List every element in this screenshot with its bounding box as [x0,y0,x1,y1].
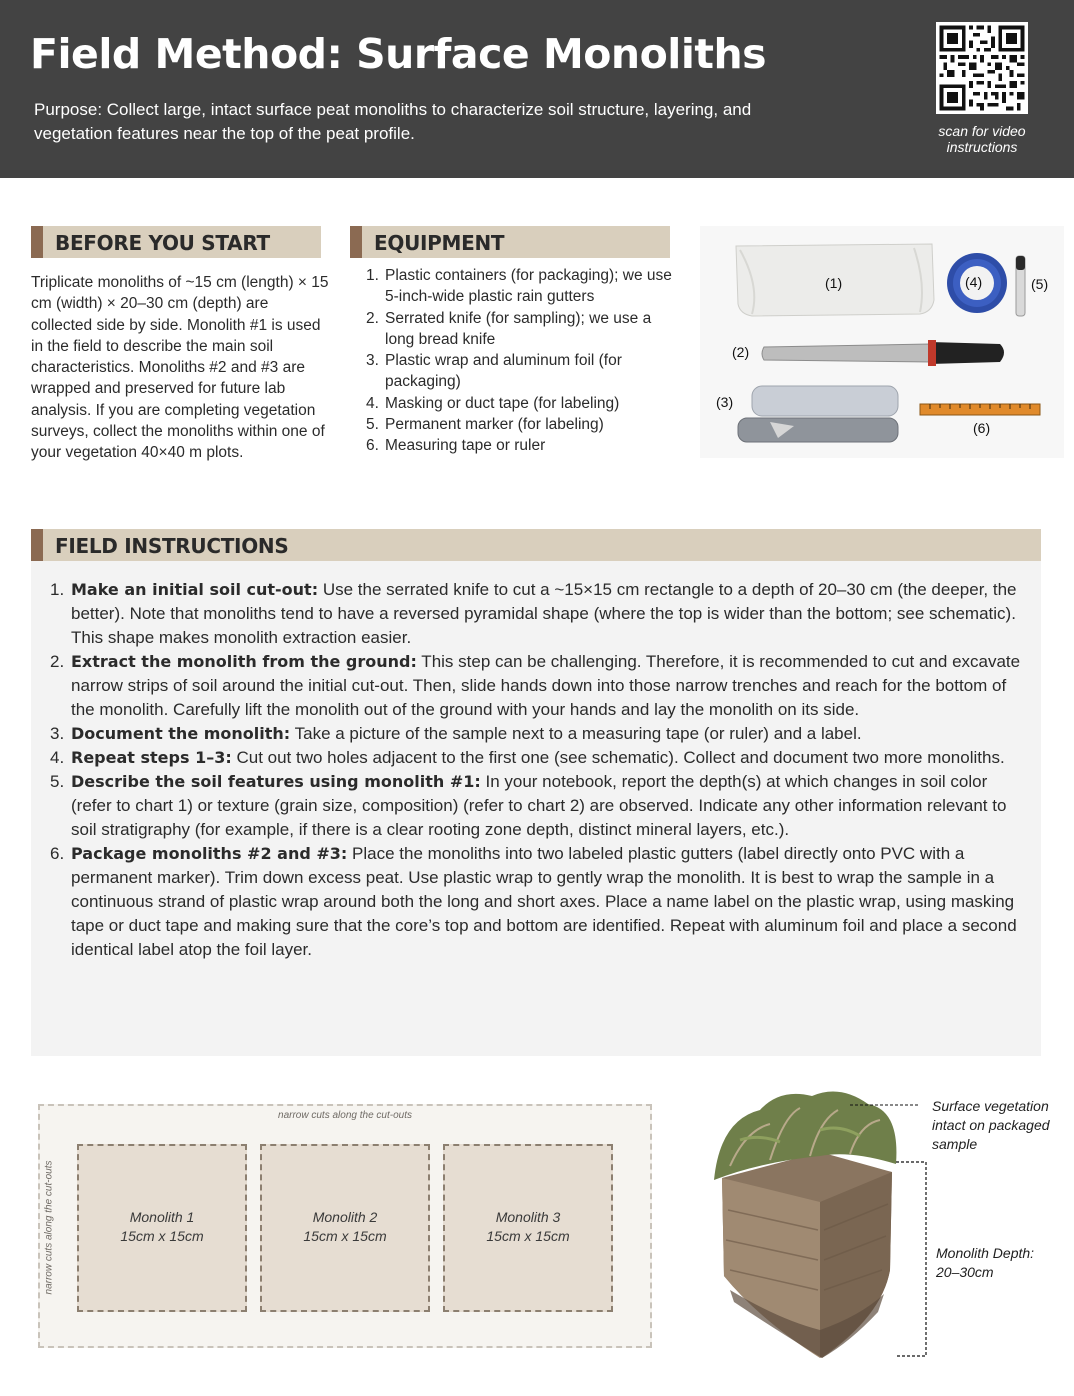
narrow-cuts-top-label: narrow cuts along the cut-outs [278,1110,412,1121]
wrap-rolls-image [738,386,898,442]
field-heading [31,529,1041,561]
equipment-heading-label: EQUIPMENT [374,231,505,255]
list-item [50,722,1030,746]
purpose-text: Purpose: Collect large, intact surface peat monoliths to characterize soil structure, layering, and vegetation features near the top of the peat profile. [34,100,752,143]
monolith-size: 15cm x 15cm [486,1228,570,1244]
item-number: 6. [366,437,379,455]
field-heading-label: FIELD INSTRUCTIONS [55,534,289,558]
depth-callout [936,1244,1066,1282]
monolith-name: Monolith 3 [495,1209,561,1225]
equipment-heading [350,226,670,258]
before-heading [31,226,321,258]
photo-label-2: (2) [732,344,750,360]
item-text: Permanent marker (for labeling) [385,416,604,434]
list-item [366,350,678,393]
monolith-label [445,1208,611,1246]
monolith-3-box [443,1144,613,1312]
step-number: 6. [50,844,65,863]
step-number: 5. [50,772,65,791]
photo-label-6: (6) [973,420,991,436]
step-title: Document the monolith: [71,724,291,743]
equipment-photo [700,226,1064,458]
monolith-label [79,1208,245,1246]
step-text: Place the monoliths into two labeled plastic gutters (label directly onto PVC with a permanent marker). Trim down excess peat. Use plastic wrap to gently wrap the monolith. It is best to wrap the sample in a continuous strand of plastic wrap around both the long and short axes. Place a name label on the plastic wrap, using masking tape or duct tape and making sure that the core’s top and bottom are identified. Repeat with aluminum foil and place a second identical label atop the foil layer. [71,844,1017,959]
step-text: Use the serrated knife to cut a ~15×15 cm rectangle to a depth of 20–30 cm (the deeper, the better). Note that monoliths tend to have a reversed pyramidal shape (where the top is wider than the bottom; see schematic). This shape makes monolith extraction easier. [71,580,1017,647]
monolith-name: Monolith 1 [129,1209,195,1225]
item-text: Masking or duct tape (for labeling) [385,394,620,412]
list-item [50,578,1030,650]
monolith-1-box [77,1144,247,1312]
monolith-schematic [38,1104,652,1348]
step-title: Extract the monolith from the ground: [71,652,417,671]
list-item [366,308,678,351]
monolith-2-box [260,1144,430,1312]
qr-caption: scan for video instructions [938,123,1026,155]
photo-label-3: (3) [716,394,734,410]
step-number: 2. [50,652,65,671]
qr-code-icon[interactable] [936,22,1028,114]
item-text: Plastic containers (for packaging); we use 5-inch-wide plastic rain gutters [385,267,672,306]
list-item [50,770,1030,842]
step-title: Package monoliths #2 and #3: [71,844,348,863]
vegetation-callout: Surface vegetation intact on packaged sample [932,1098,1050,1152]
list-item [50,842,1030,962]
step-title: Repeat steps 1–3: [71,748,232,767]
list-item [366,393,678,414]
step-number: 4. [50,748,65,767]
item-number: 1. [366,267,379,284]
item-number: 3. [366,352,379,370]
step-text: In your notebook, report the depth(s) at which changes in soil color (refer to chart 1) or texture (grain size, composition) (refer to chart 2) are observed. Indicate any other information relevant to soil stratigraphy (for example, if there is a clear rooting zone depth, distinct mineral layers, etc.). [71,772,1007,839]
list-item [50,650,1030,722]
before-text: Triplicate monoliths of ~15 cm (length) × 15 cm (width) × 20–30 cm (depth) are collected side by side. Monolith #1 is used in the field to describe the main soil characteristics. Monoliths #2 and #3 are wrapped and preserved for future lab analysis. If you are completing vegetation surveys, collect the monoliths within one of your vegetation 40×40 m plots. [31,274,329,462]
item-text: Plastic wrap and aluminum foil (for packaging) [385,352,622,391]
item-text: Measuring tape or ruler [385,437,546,455]
photo-label-4: (4) [965,274,983,290]
field-steps-list [50,578,1030,962]
depth-label: Monolith Depth: [936,1245,1035,1261]
step-text: Take a picture of the sample next to a measuring tape (or ruler) and a label. [290,724,862,743]
marker-image [1016,256,1025,316]
item-text: Serrated knife (for sampling); we use a long bread knife [385,309,652,348]
step-number: 3. [50,724,65,743]
photo-label-5: (5) [1031,276,1049,292]
list-item [366,414,678,435]
monolith-size: 15cm x 15cm [303,1228,387,1244]
depth-value: 20–30cm [936,1264,994,1280]
equipment-list [366,265,678,457]
monolith-photo [700,1080,940,1370]
before-heading-label: BEFORE YOU START [55,231,270,255]
page-title: Field Method: Surface Monoliths [30,30,767,78]
item-number: 4. [366,394,379,412]
item-number: 5. [366,416,379,434]
item-number: 2. [366,309,379,327]
list-item [366,435,678,456]
step-title: Describe the soil features using monolith #1: [71,772,481,791]
photo-label-1: (1) [825,275,843,291]
monolith-size: 15cm x 15cm [120,1228,204,1244]
list-item [50,746,1030,770]
page-header [0,0,1074,178]
list-item [366,265,678,308]
narrow-cuts-side-label: narrow cuts along the cut-outs [43,1160,55,1295]
step-text: This step can be challenging. Therefore, it is recommended to cut and excavate narrow strips of soil around the initial cut-out. Then, slide hands down into those narrow trenches and reach for the bottom of the monolith. Carefully lift the monolith out of the ground with your hands and lay the monolith on its side. [71,652,1021,719]
step-number: 1. [50,580,65,599]
ruler-image [920,404,1040,415]
monolith-name: Monolith 2 [312,1209,378,1225]
step-title: Make an initial soil cut-out: [71,580,319,599]
step-text: Cut out two holes adjacent to the first one (see schematic). Collect and document two more monoliths. [231,748,1005,767]
monolith-label [262,1208,428,1246]
